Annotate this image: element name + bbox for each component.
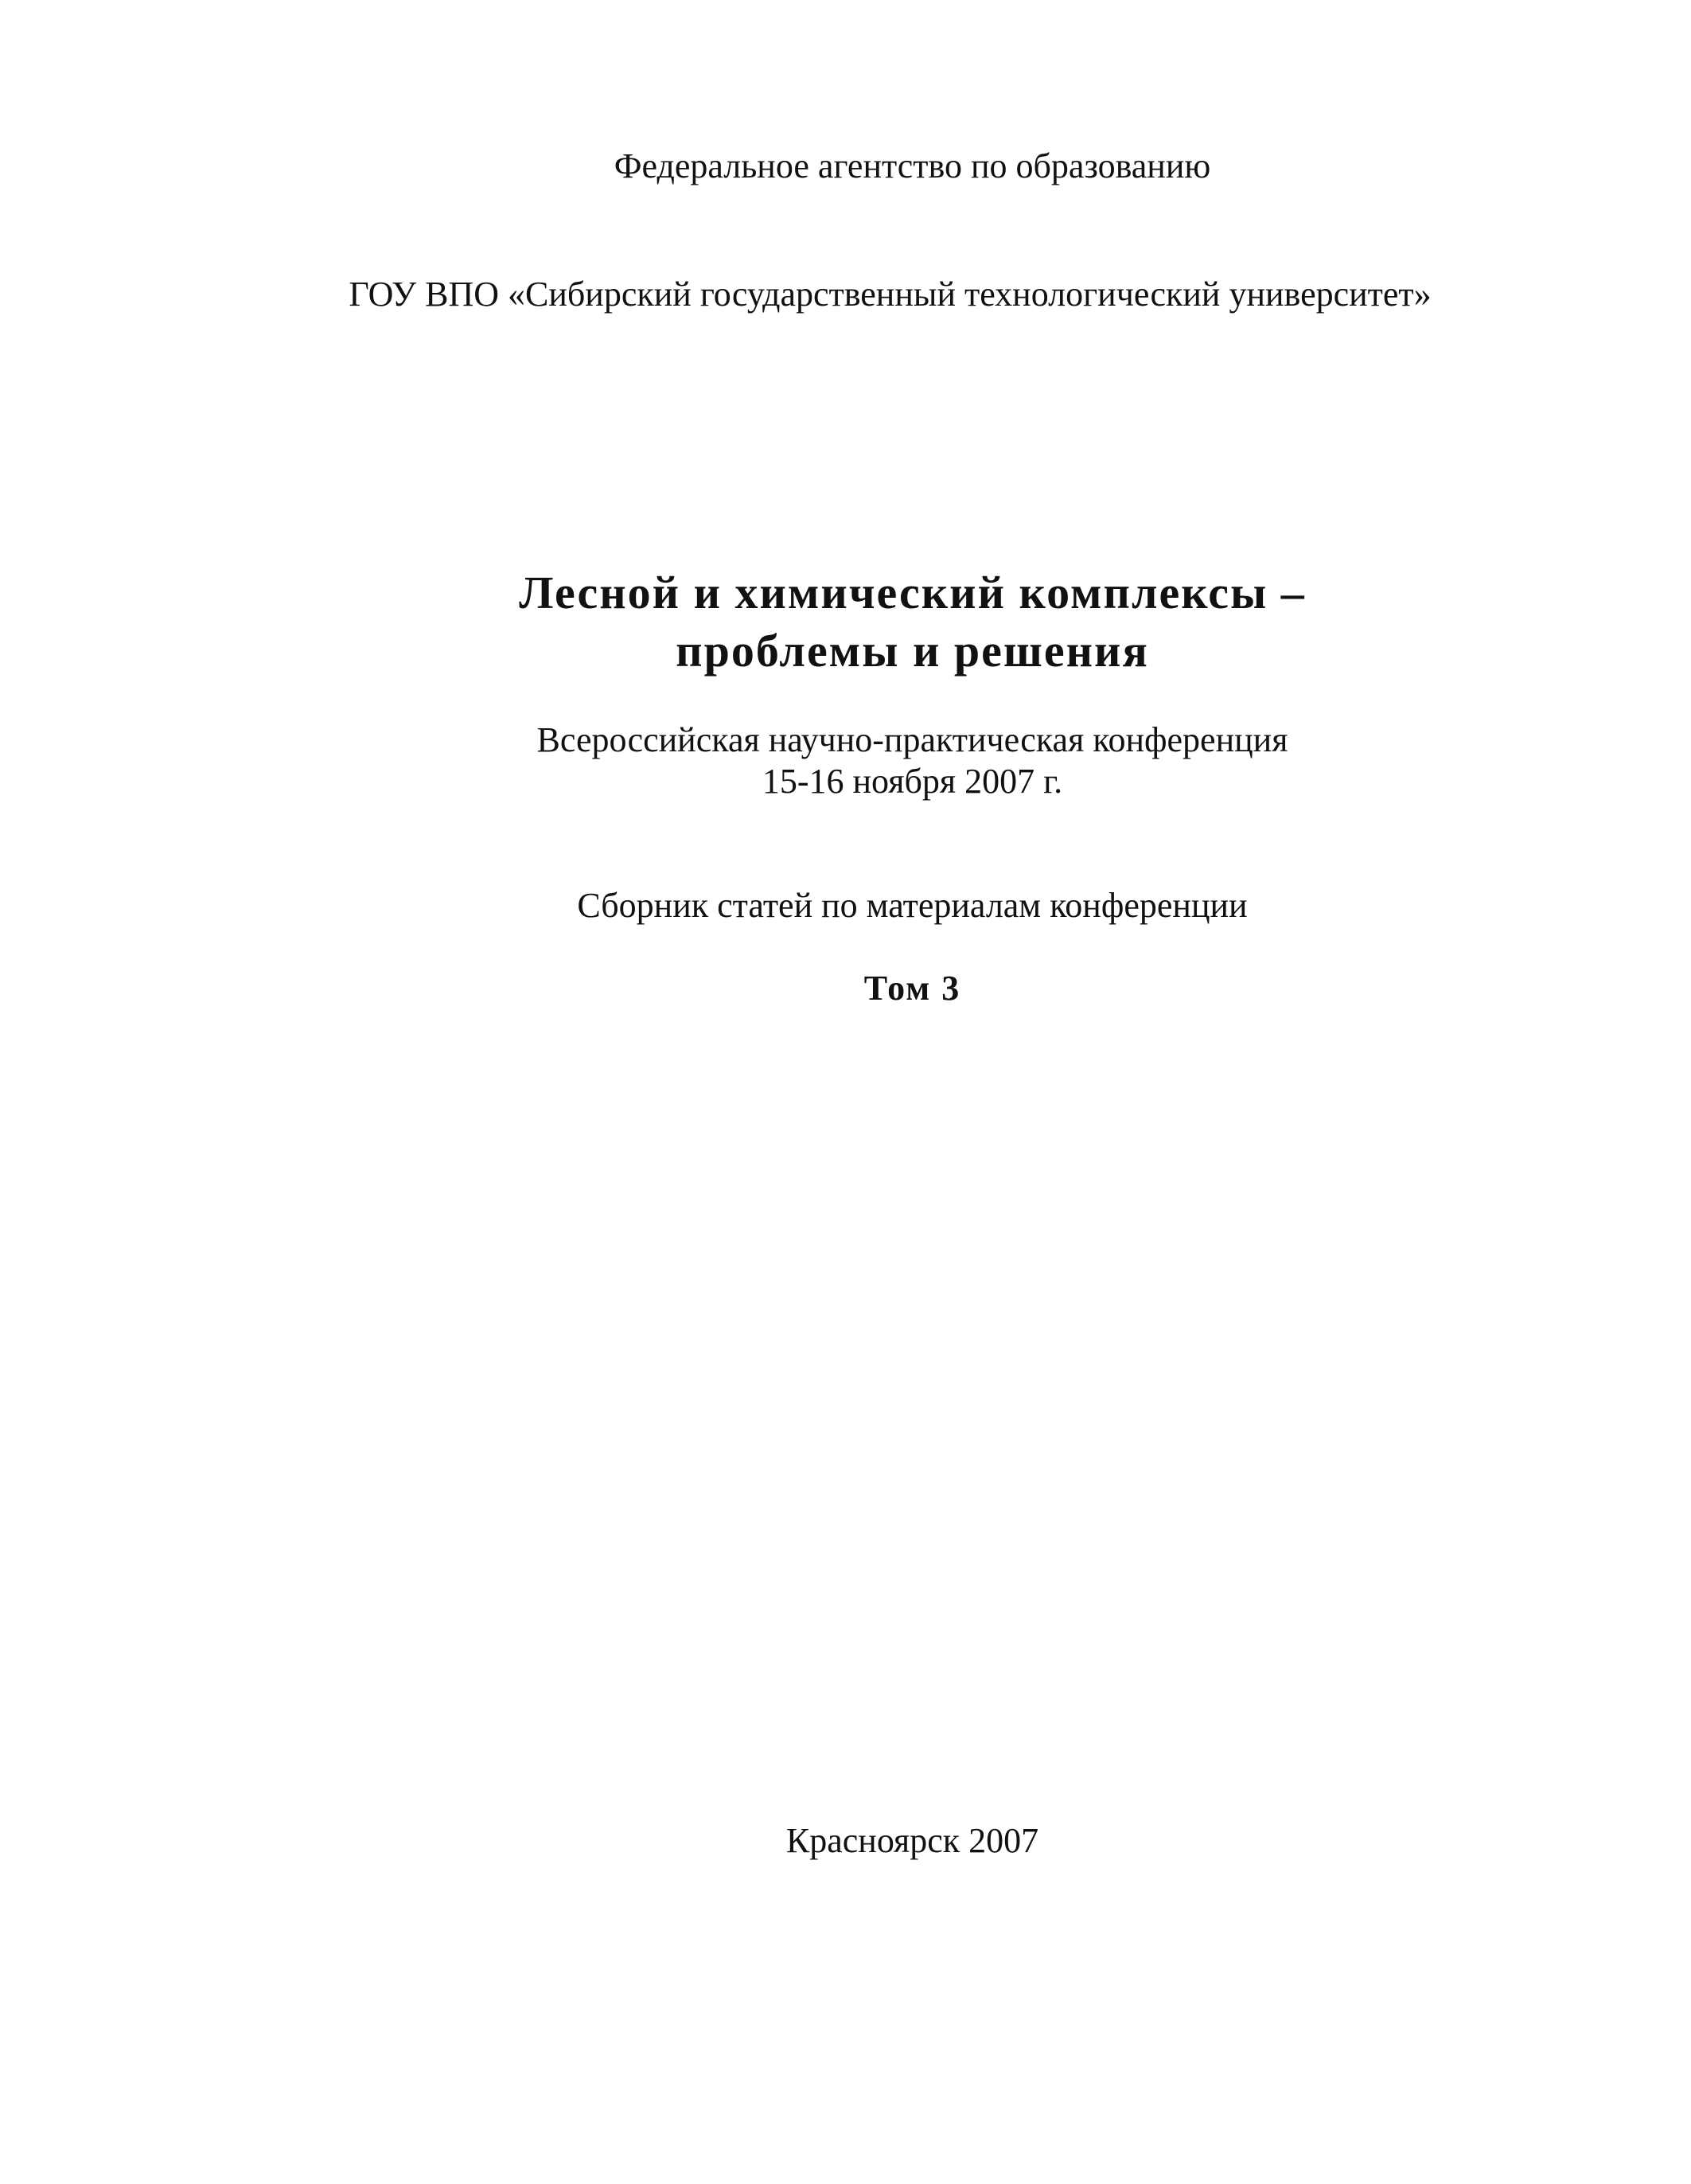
collection-description: Сборник статей по материалам конференции bbox=[577, 886, 1248, 925]
city-year: Красноярск 2007 bbox=[785, 1821, 1039, 1860]
page-title-line-2: проблемы и решения bbox=[676, 625, 1149, 677]
agency-name: Федеральное агентство по образованию bbox=[614, 146, 1211, 185]
page-title-line-1: Лесной и химический комплексы – bbox=[519, 567, 1306, 618]
conference-name: Всероссийская научно-практическая конференция bbox=[536, 720, 1288, 759]
volume-label: Том 3 bbox=[863, 969, 961, 1008]
conference-dates: 15-16 ноября 2007 г. bbox=[762, 762, 1063, 801]
university-name: ГОУ ВПО «Сибирский государственный технологический университет» bbox=[349, 275, 1432, 314]
